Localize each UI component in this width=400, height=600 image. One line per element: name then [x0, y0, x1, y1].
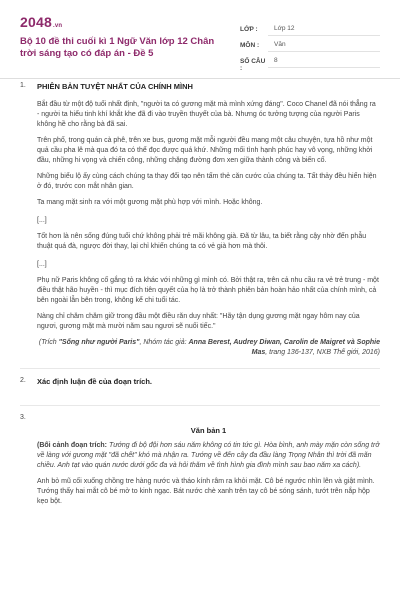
meta-value: Lớp 12 — [268, 22, 380, 36]
meta-value: 8 — [268, 54, 380, 68]
paragraph: Anh bỏ mũ cối xuống chồng tre hàng nước và tháo kính râm ra khỏi mặt. Cô bé ngước nhìn lên và giật mình. Tướng thấy hai mắt cô bé mở to kinh ngạc. Bát nước chè xanh trên tay cô bé sóng sánh, tướt trên nắp hộp kẹo bột. — [37, 478, 375, 505]
site-logo[interactable] — [20, 14, 62, 30]
meta-table — [240, 22, 380, 70]
paragraph: Những biểu lộ ấy cùng cách chúng ta thay đổi tạo nên tấm thẻ căn cước của chúng ta. Tất thảy đều hiển hiện ở đó, trước con mắt nhân gian. — [37, 173, 377, 190]
question-2-head — [20, 377, 380, 389]
meta-key: LỚP : — [240, 26, 258, 33]
meta-key: MÔN : — [240, 42, 260, 49]
question-heading: Xác định luận đề của đoạn trích. — [37, 377, 153, 386]
question-heading: PHIÊN BẢN TUYỆT NHẤT CỦA CHÍNH MÌNH — [37, 82, 193, 91]
citation-authors: Anna Berest, Audrey Diwan, Carolin de Maigret và Sophie Mas — [188, 339, 380, 356]
question-divider — [20, 405, 380, 406]
citation-mid: , Nhóm tác giả: — [139, 339, 189, 346]
paragraph: Tốt hơn là nên sống đúng tuổi chứ không phải trẻ mãi không già. Đã từ lâu, ta biết rằng cậy nhờ đến phẫu thuật quá đà, ngược đời thay, lại chỉ khiến chúng ta có vẻ già hơn mà thôi. — [37, 233, 367, 250]
question-number: 3. — [20, 414, 26, 421]
paragraph: Nàng chỉ chăm chăm giữ trong đầu một điều răn duy nhất: "Hãy tận dụng gương mặt ngay hôm nay của ngươi, gương mặt mà mười năm sau ngươi sẽ nuối tiếc." — [37, 313, 360, 330]
logo-text: 2048 — [20, 14, 52, 30]
citation-suffix: , trang 136-137, NXB Thế giới, 2016) — [265, 349, 380, 356]
citation-book: "Sống như người Paris" — [58, 339, 140, 346]
header-divider — [0, 78, 400, 79]
meta-key: SỐ CÂU : — [240, 58, 266, 72]
question-divider — [20, 368, 380, 369]
paragraph: Phụ nữ Paris không cố gắng tỏ ra khác với những gì mình có. Bởi thật ra, trên cả nhu cầu ra vẻ trẻ trung - một điều thật hão huyền - thì mục đích tiên quyết của họ là trở thành phiên bản hoàn hảo nhất của chính mình, cả bên ngoài lẫn bên trong, không kể chi tuổi tác. — [37, 277, 379, 304]
question-number: 1. — [20, 82, 26, 89]
paragraph: Bắt đầu từ một độ tuổi nhất định, "người ta có gương mặt mà mình xứng đáng". Coco Chanel đã nói thẳng ra - người ta hiểu tinh khí khắt khe đã đi vào truyền thuyết của bà. Nhưng óc tưởng tượng của người Paris không hề cho rằng bà đã sai. — [37, 101, 376, 128]
meta-value: Văn — [268, 38, 380, 52]
source-citation — [37, 338, 380, 358]
document-title: Bộ 10 đề thi cuối kì 1 Ngữ Văn lớp 12 Chân trời sáng tạo có đáp án - Đề 5 — [20, 36, 215, 59]
question-1-head — [20, 82, 380, 94]
question-number: 2. — [20, 377, 26, 384]
meta-row-subject — [240, 38, 380, 52]
page-header — [20, 10, 380, 74]
paragraph: Trên phố, trong quán cà phê, trên xe bus, gương mặt mỗi người đều mang một câu chuyện, tựa hồ như một quả cầu pha lê mà qua đó ta có thể đọc được quá khứ. Những mối tình hạnh phúc hay vô vọng, những khởi đầu, những hi vọng và chiến công, những chặng đường đơn xen giữa thành công và biến cố. — [37, 137, 373, 164]
context-label: (Bối cảnh đoạn trích: — [37, 442, 107, 449]
question-3-head — [20, 414, 380, 426]
omission-mark: [...] — [37, 261, 47, 268]
paragraph: Ta mang mặt sinh ra với một gương mặt phù hợp với mình. Hoặc không. — [37, 199, 263, 206]
meta-row-count — [240, 54, 380, 72]
context-text: Tướng đi bộ đội hơn sáu năm không có tin tức gì. Hòa bình, anh mày mặn còn sống trở về làng với gương mặt "đã chết" khó mà nhận ra. Tướng về đến cây đa đầu làng Trọng Nhân thì trời đã mãn chiều. Anh tạt vào quán nước dưới gốc đa và hỏi thăm về tình hình gia đình mình sau bao năm xa cách). — [37, 442, 380, 469]
context-note — [37, 441, 380, 471]
text-title: Văn bản 1 — [190, 426, 227, 435]
omission-mark: [...] — [37, 217, 47, 224]
citation-prefix: (Trích — [38, 339, 59, 346]
logo-suffix: .vn — [52, 23, 63, 29]
meta-row-class — [240, 22, 380, 36]
document-body — [20, 82, 380, 507]
